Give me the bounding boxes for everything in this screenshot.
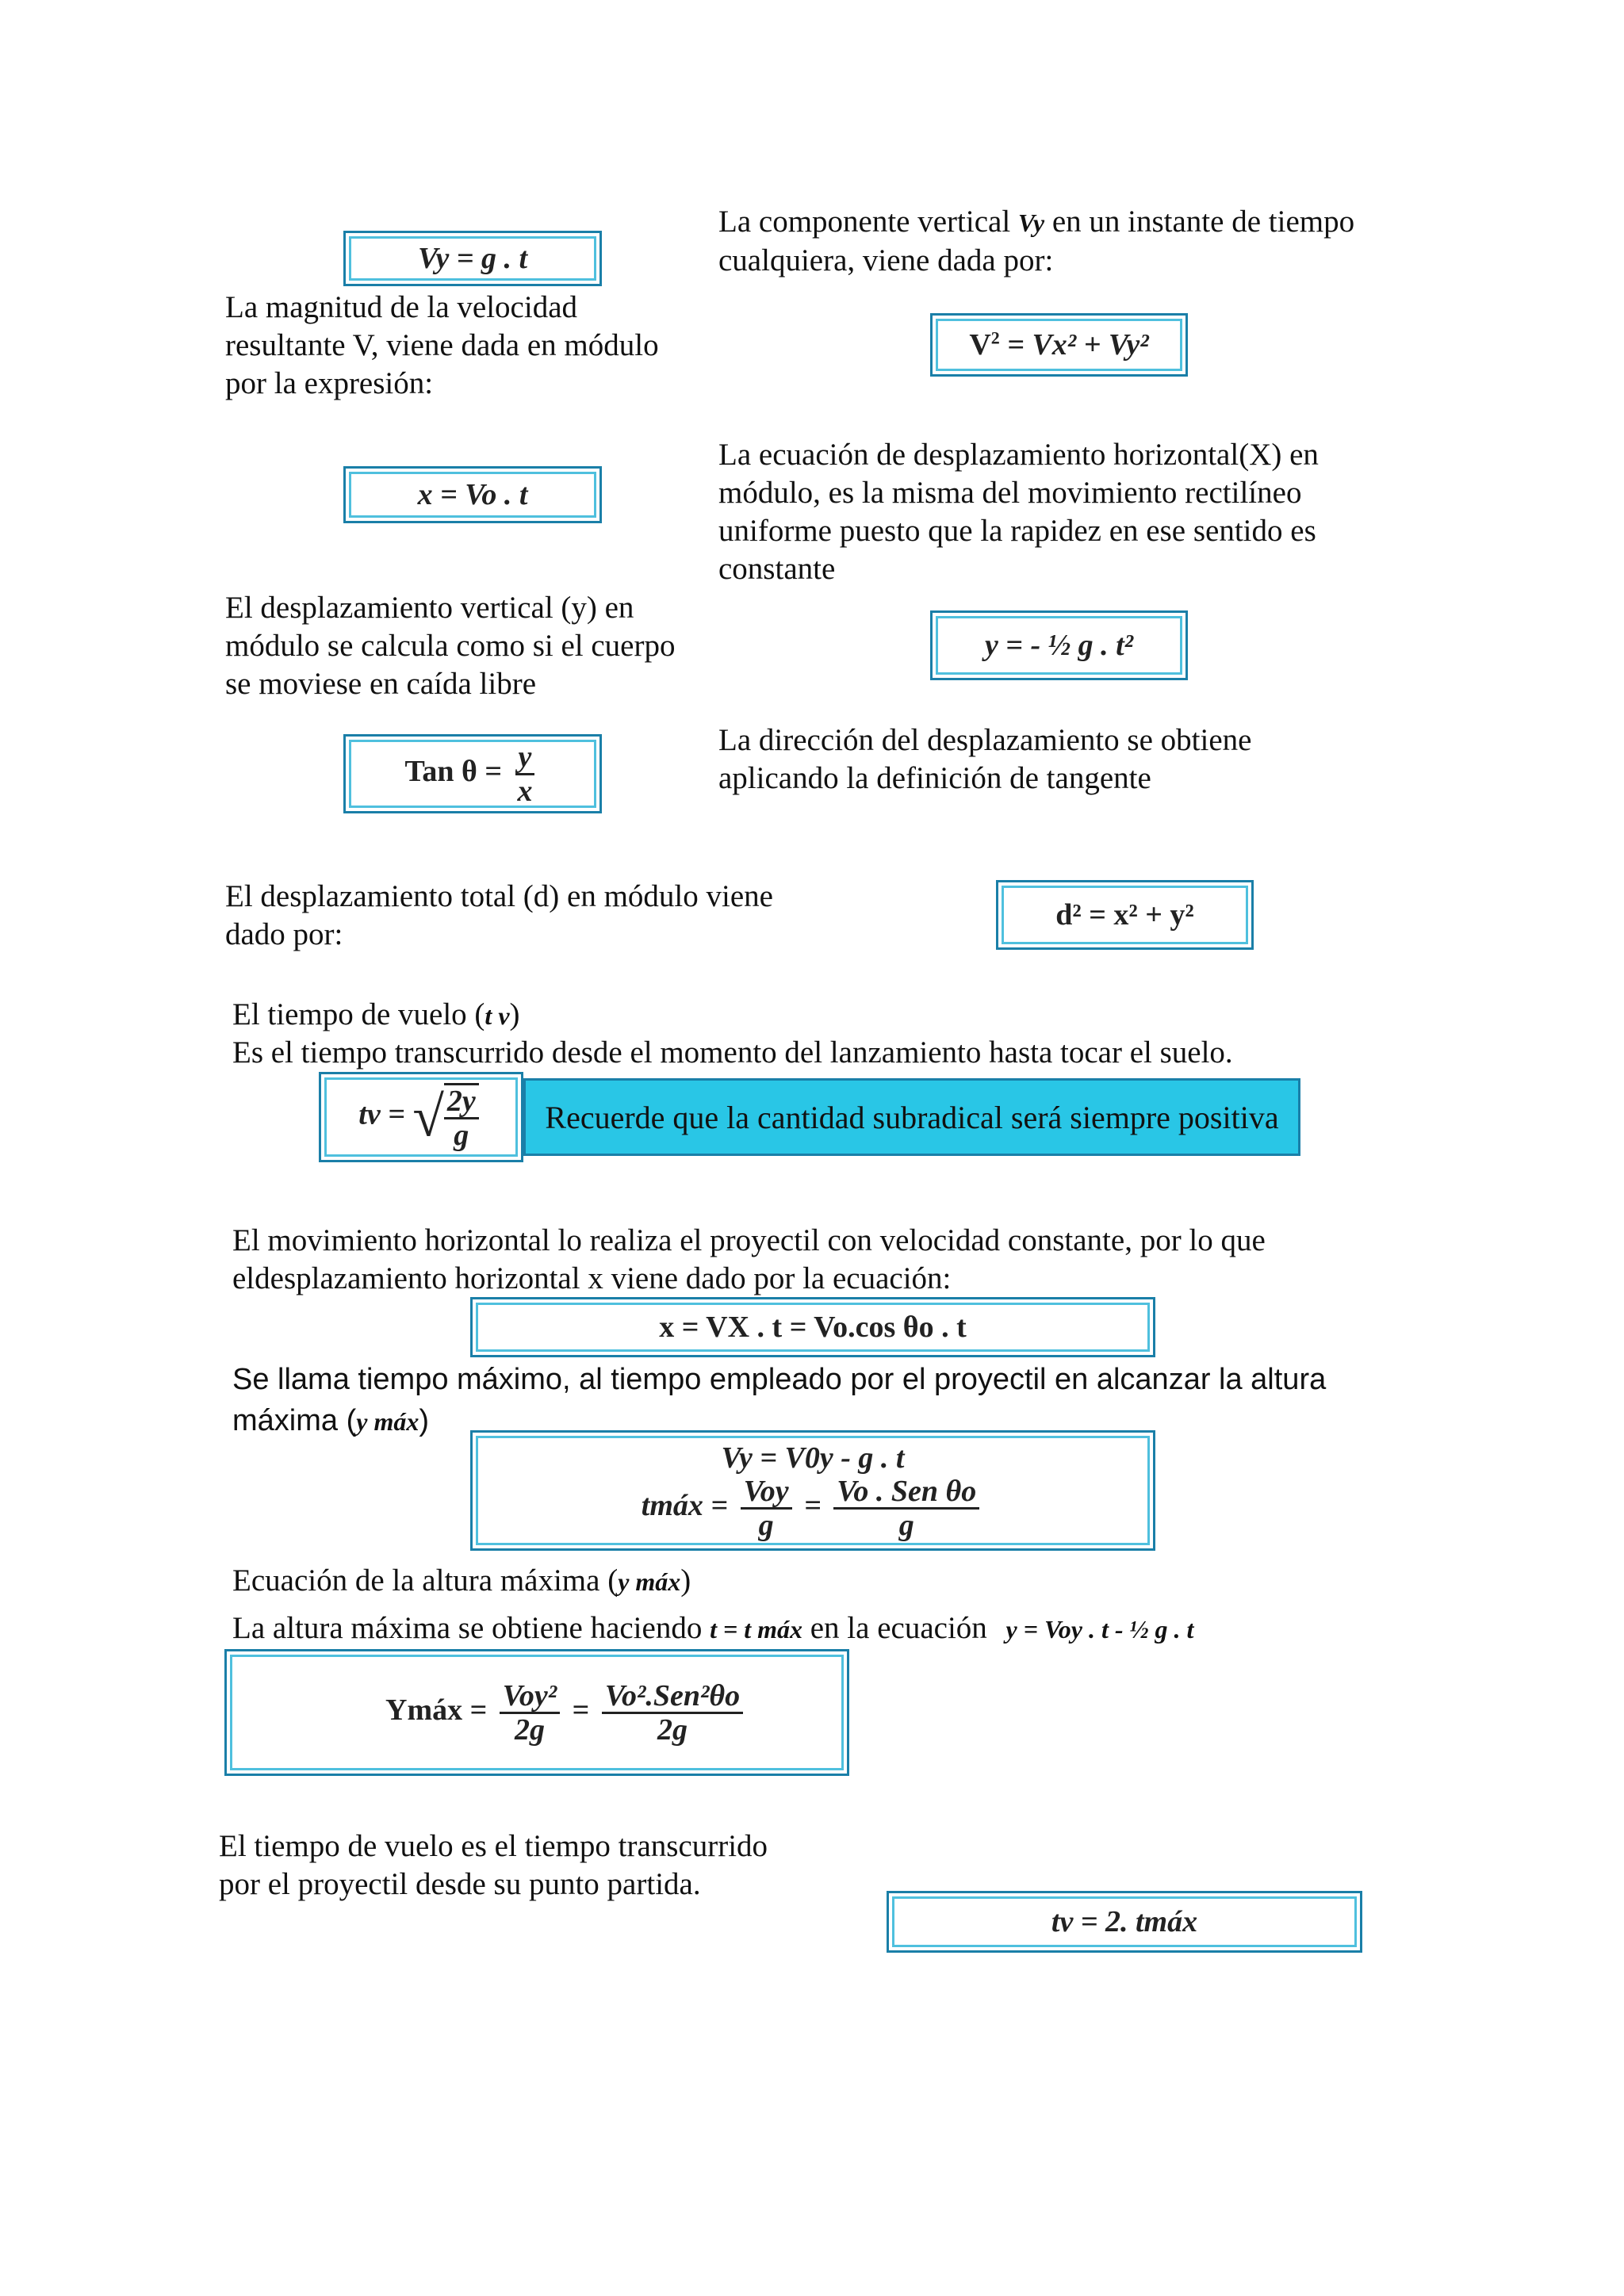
formula-x: x = Vo . t xyxy=(343,466,602,523)
flight-time-title: El tiempo de vuelo (t v) xyxy=(232,997,520,1031)
formula-flight-time: tv = √ $\frac{2y}{g}$ xyxy=(319,1072,523,1162)
max-height-description: La altura máxima se obtiene haciendo t = t máx en la ecuación y = Voy . t - ½ g . t xyxy=(232,1611,1194,1645)
inline-vy-symbol: Vy xyxy=(1017,209,1045,237)
max-height-title: Ecuación de la altura máxima (y máx) xyxy=(232,1563,691,1598)
inline-ymax-symbol-2: y máx xyxy=(618,1567,681,1596)
flight-time-note: Recuerde que la cantidad subradical será siempre positiva xyxy=(523,1078,1300,1156)
formula-flight-time-double: tv = 2. tmáx xyxy=(887,1891,1362,1953)
formula-max-height: Ymáx = $\frac{\text{Voy²}}{2g}$ = $\frac{\text{Vo².Sen²θo}}{2g}$ xyxy=(224,1649,849,1776)
vertical-displacement-description: El desplazamiento vertical (y) en módulo se calcula como si el cuerpo se moviese en caída libre xyxy=(225,591,676,701)
formula-horizontal: x = VX . t = Vo.cos θo . t xyxy=(470,1297,1155,1357)
inline-tv-symbol: t v xyxy=(485,1001,510,1030)
vy-description: La componente vertical Vy en un instante de tiempo cualquiera, viene dada por: xyxy=(718,205,1355,277)
horizontal-motion-description: El movimiento horizontal lo realiza el proyectil con velocidad constante, por lo que eldesplazamiento horizontal x viene dado por la ecuación: xyxy=(232,1223,1266,1295)
formula-d: d² = x² + y² xyxy=(996,880,1254,950)
formula-vy: Vy = g . t xyxy=(343,231,602,286)
horizontal-displacement-description: La ecuación de desplazamiento horizontal(X) en módulo, es la misma del movimiento rectilíneo uniforme puesto que la rapidez en ese sentido es constante xyxy=(718,438,1319,586)
inline-condition: t = t máx xyxy=(710,1615,802,1644)
formula-y: y = - ½ g . t² xyxy=(930,610,1188,680)
max-time-description: Se llama tiempo máximo, al tiempo empleado por el proyectil en alcanzar la altura máxima (y máx) xyxy=(232,1363,1327,1437)
inline-equation: y = Voy . t - ½ g . t xyxy=(1005,1615,1194,1644)
formula-v-squared: $V^2 = Vx^2 + Vy^2$ xyxy=(930,313,1188,377)
sqrt-icon: √ xyxy=(412,1085,444,1149)
flight-time-description: Es el tiempo transcurrido desde el momento del lanzamiento hasta tocar el suelo. xyxy=(232,1035,1233,1070)
flight-time-summary: El tiempo de vuelo es el tiempo transcurrido por el proyectil desde su punto partida. xyxy=(219,1829,768,1901)
direction-description: La dirección del desplazamiento se obtiene aplicando la definición de tangente xyxy=(718,723,1252,795)
total-displacement-description: El desplazamiento total (d) en módulo viene dado por: xyxy=(225,879,773,951)
v-magnitude-description: La magnitud de la velocidad resultante V, viene dada en módulo por la expresión: xyxy=(225,290,659,400)
formula-max-time: Vy = V0y - g . t tmáx = $\frac{\text{Voy}}{g}$ = $\frac{\text{Vo . Sen θo}}{g}$ xyxy=(470,1430,1155,1551)
inline-ymax-symbol: y máx xyxy=(356,1407,419,1436)
formula-tangent: Tan θ = $\frac{y}{x}$ xyxy=(343,734,602,813)
